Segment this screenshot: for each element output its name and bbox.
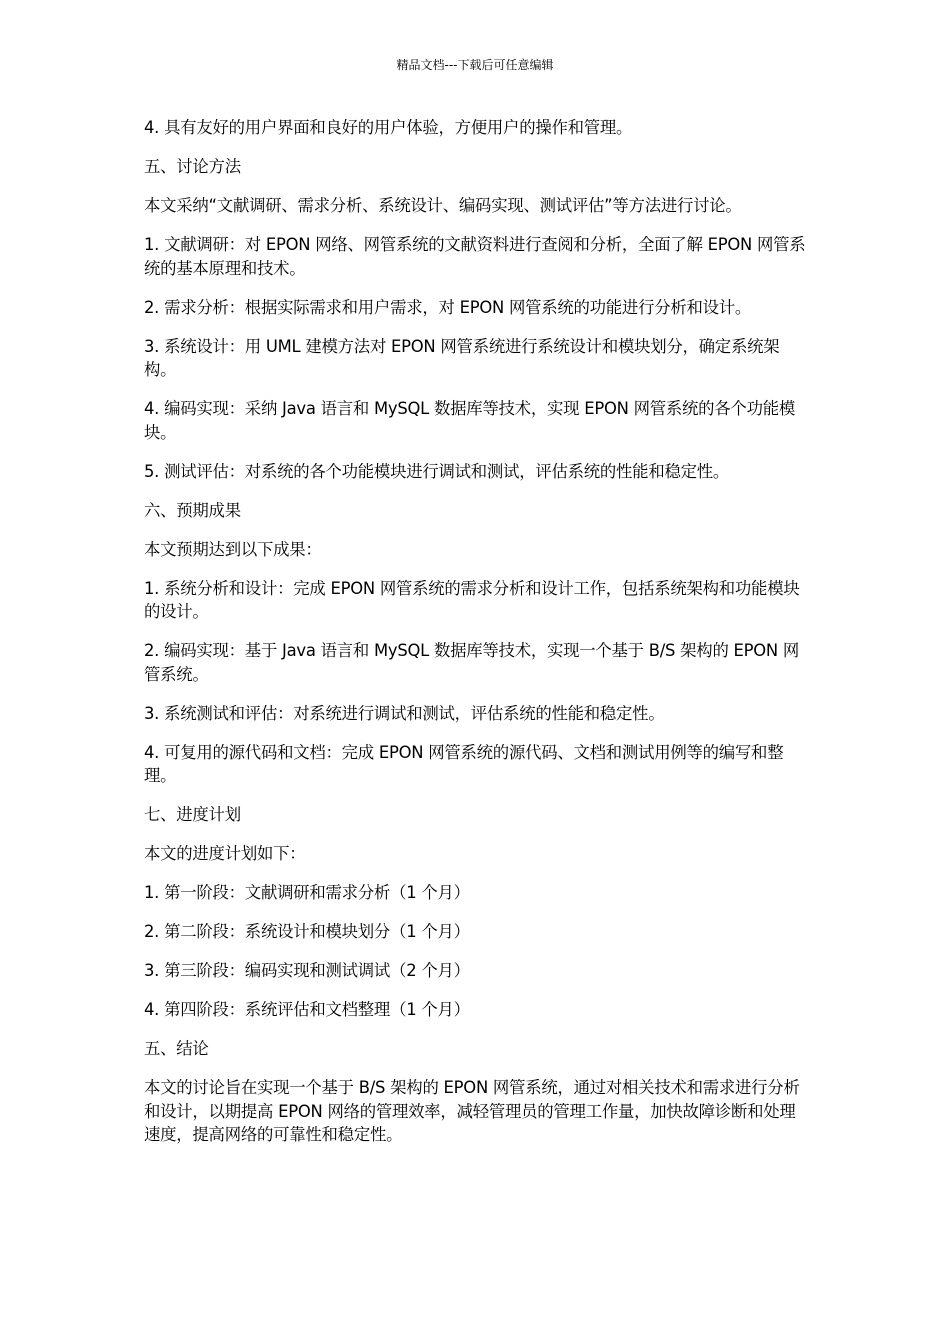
- result-reusable-code: 4. 可复用的源代码和文档：完成 EPON 网管系统的源代码、文档和测试用例等的编写和整理。: [144, 742, 784, 785]
- conclusion-text: 本文的讨论旨在实现一个基于 B/S 架构的 EPON 网管系统，通过对相关技术和需求进行分析和设计，以期提高 EPON 网络的管理效率，减轻管理员的管理工作量，加快故障诊断和处理速度，提高网络的可靠性和稳定性。: [144, 1078, 800, 1144]
- schedule-intro: 本文的进度计划如下：: [144, 844, 306, 863]
- method-literature-review: 1. 文献调研：对 EPON 网络、网管系统的文献资料进行查阅和分析，全面了解 EPON 网管系统的基本原理和技术。: [144, 235, 806, 278]
- section-heading-methods: 五、讨论方法: [144, 157, 241, 176]
- results-intro: 本文预期达到以下成果：: [144, 539, 322, 559]
- document-body: [144, 116, 806, 1162]
- schedule-phase-2: 2. 第二阶段：系统设计和模块划分（1 个月）: [144, 922, 470, 941]
- method-requirements-analysis: 2. 需求分析：根据实际需求和用户需求，对 EPON 网管系统的功能进行分析和设计。: [144, 297, 752, 317]
- section-heading-expected-results: 六、预期成果: [144, 500, 241, 520]
- section-heading-schedule: 七、进度计划: [144, 805, 241, 824]
- result-analysis-design: 1. 系统分析和设计：完成 EPON 网管系统的需求分析和设计工作，包括系统架构和功能模块的设计。: [144, 578, 800, 621]
- methods-intro: 本文采纳“文献调研、需求分析、系统设计、编码实现、测试评估”等方法进行讨论。: [144, 196, 742, 215]
- method-testing-evaluation: 5. 测试评估：对系统的各个功能模块进行调试和测试，评估系统的性能和稳定性。: [144, 461, 730, 481]
- method-coding-implementation: 4. 编码实现：采纳 Java 语言和 MySQL 数据库等技术，实现 EPON 网管系统的各个功能模块。: [144, 399, 795, 442]
- schedule-phase-4: 4. 第四阶段：系统评估和文档整理（1 个月）: [144, 1000, 470, 1019]
- section-heading-conclusion: 五、结论: [144, 1039, 209, 1058]
- result-testing: 3. 系统测试和评估：对系统进行调试和测试，评估系统的性能和稳定性。: [144, 703, 665, 723]
- result-coding: 2. 编码实现：基于 Java 语言和 MySQL 数据库等技术，实现一个基于 B/S 架构的 EPON 网管系统。: [144, 641, 800, 684]
- schedule-phase-1: 1. 第一阶段：文献调研和需求分析（1 个月）: [144, 883, 470, 902]
- page-header: 精品文档---下载后可任意编辑: [396, 58, 554, 72]
- schedule-phase-3: 3. 第三阶段：编码实现和测试调试（2 个月）: [144, 961, 470, 980]
- method-system-design: 3. 系统设计：用 UML 建模方法对 EPON 网管系统进行系统设计和模块划分，确定系统架构。: [144, 336, 780, 379]
- list-item-friendly-ui: 4. 具有友好的用户界面和良好的用户体验，方便用户的操作和管理。: [144, 118, 633, 137]
